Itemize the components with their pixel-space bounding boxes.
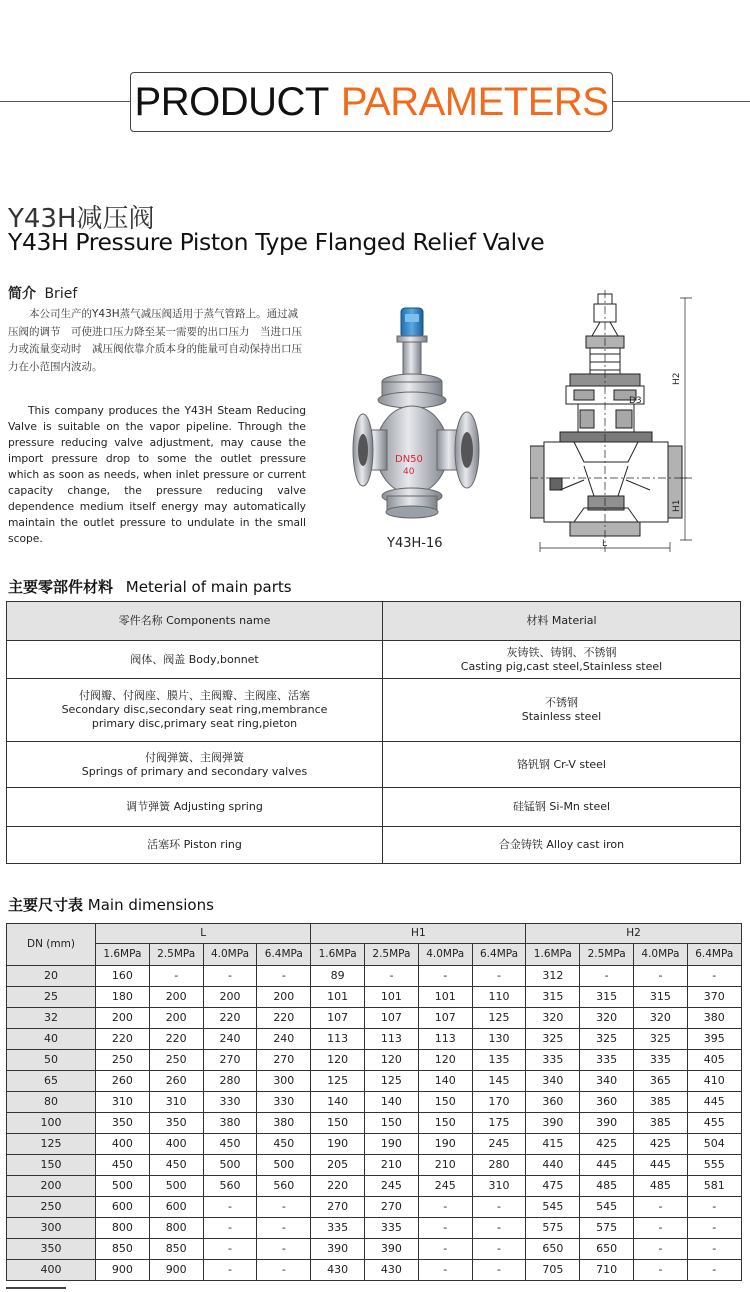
pressure-header: 2.5MPa — [580, 944, 634, 966]
footer-divider — [6, 1287, 66, 1289]
component-cell — [7, 679, 383, 742]
component-cell — [7, 641, 383, 679]
material-text: 灰铸铁、铸钢、不锈钢 — [506, 645, 617, 659]
dimension-cell: - — [149, 966, 203, 987]
dn-cell: 125 — [7, 1134, 96, 1155]
dimension-cell: 575 — [526, 1218, 580, 1239]
dimension-cell: 450 — [149, 1155, 203, 1176]
table-row — [7, 679, 741, 742]
dimension-cell: 380 — [257, 1113, 311, 1134]
dimension-cell: 390 — [311, 1239, 365, 1260]
material-text: Casting pig,cast steel,Stainless steel — [460, 659, 663, 673]
group-header-h2: H2 — [526, 924, 741, 944]
dimension-cell: 220 — [149, 1029, 203, 1050]
dn-cell: 50 — [7, 1050, 96, 1071]
dimension-cell: 800 — [149, 1218, 203, 1239]
dn-cell: 250 — [7, 1197, 96, 1218]
dn-cell: 150 — [7, 1155, 96, 1176]
dimension-cell: 125 — [311, 1071, 365, 1092]
dimension-cell: - — [418, 966, 472, 987]
dimension-cell: 107 — [418, 1008, 472, 1029]
dimension-cell: 560 — [203, 1176, 257, 1197]
dimension-cell: 390 — [365, 1239, 419, 1260]
pressure-header: 2.5MPa — [365, 944, 419, 966]
table-row — [7, 1029, 742, 1050]
dimension-cell: 380 — [687, 1008, 741, 1029]
dimension-cell: - — [257, 1218, 311, 1239]
table-row — [7, 641, 741, 679]
dimension-cell: - — [687, 966, 741, 987]
dimension-cell: 450 — [203, 1134, 257, 1155]
dimension-cell: - — [472, 966, 526, 987]
dn-cell: 100 — [7, 1113, 96, 1134]
pressure-header: 6.4MPa — [472, 944, 526, 966]
dimensions-pressure-header-row — [7, 944, 742, 966]
banner-word-parameters: PARAMETERS — [340, 80, 609, 124]
dn-cell: 400 — [7, 1260, 96, 1281]
component-text: 阀体、阀盖 Body,bonnet — [130, 652, 259, 666]
dimension-cell: 410 — [687, 1071, 741, 1092]
table-row — [7, 742, 741, 788]
dimension-cell: 710 — [580, 1260, 634, 1281]
dimension-cell: - — [257, 966, 311, 987]
dimension-cell: 335 — [580, 1050, 634, 1071]
dimension-cell: 140 — [365, 1092, 419, 1113]
dimension-cell: - — [418, 1260, 472, 1281]
dimension-cell: 107 — [311, 1008, 365, 1029]
dimension-cell: 120 — [311, 1050, 365, 1071]
dimension-cell: 220 — [203, 1008, 257, 1029]
dimension-cell: 385 — [634, 1092, 688, 1113]
dimension-cell: 425 — [634, 1134, 688, 1155]
dimension-cell: 485 — [634, 1176, 688, 1197]
table-row — [7, 827, 741, 864]
material-cell — [383, 788, 741, 827]
dimension-cell: 320 — [634, 1008, 688, 1029]
dimension-cell: 113 — [365, 1029, 419, 1050]
dn-cell: 65 — [7, 1071, 96, 1092]
dimension-cell: - — [634, 1197, 688, 1218]
dimension-cell: 500 — [96, 1176, 150, 1197]
table-row — [7, 987, 742, 1008]
dimension-cell: - — [418, 1197, 472, 1218]
material-cell — [383, 679, 741, 742]
dimension-cell: 900 — [96, 1260, 150, 1281]
product-title-cn: Y43H减压阀 — [8, 204, 155, 234]
dimension-cell: 415 — [526, 1134, 580, 1155]
banner-word-product: PRODUCT — [134, 80, 329, 124]
dn-cell: 20 — [7, 966, 96, 987]
dimension-cell: 125 — [365, 1071, 419, 1092]
dimension-cell: 120 — [418, 1050, 472, 1071]
dimension-cell: 335 — [311, 1218, 365, 1239]
dimension-cell: 350 — [149, 1113, 203, 1134]
dimension-cell: 320 — [526, 1008, 580, 1029]
dimension-cell: - — [418, 1218, 472, 1239]
dimension-cell: 850 — [96, 1239, 150, 1260]
dimension-cell: 360 — [580, 1092, 634, 1113]
dimension-cell: 270 — [311, 1197, 365, 1218]
dimension-cell: 180 — [96, 987, 150, 1008]
materials-heading-en: Meterial of main parts — [125, 578, 292, 596]
table-row — [7, 1218, 742, 1239]
dimensions-table — [6, 923, 742, 1281]
brief-text-en: This company produces the Y43H Steam Reducing Valve is suitable on the vapor pipeline. Through the pressure reducing valve adjustment, may cause the import pressure drop to some the outlet pressure which as soon as needs, when inlet pressure or current capacity change, the pressure reducing valve dependence medium itself energy may automatically maintain the outlet pressure to undulate in the small scope. — [8, 404, 306, 545]
dimension-cell: - — [687, 1239, 741, 1260]
pressure-header: 4.0MPa — [634, 944, 688, 966]
dimension-cell: 89 — [311, 966, 365, 987]
dimension-cell: 175 — [472, 1113, 526, 1134]
dimension-cell: 330 — [203, 1092, 257, 1113]
dimension-cell: 312 — [526, 966, 580, 987]
dimension-cell: - — [687, 1197, 741, 1218]
materials-col-components: 零件名称 Components name — [7, 602, 383, 641]
drawing-label-h2: H2 — [672, 372, 682, 385]
dimension-cell: 400 — [149, 1134, 203, 1155]
dimension-cell: 390 — [526, 1113, 580, 1134]
dimension-cell: 245 — [365, 1176, 419, 1197]
body-mark-dn: DN50 — [395, 454, 423, 465]
dimension-cell: - — [203, 1218, 257, 1239]
brief-text-cn: 本公司生产的Y43H蒸气减压阀适用于蒸气管路上。通过减压阀的调节 可使进口压力降至某一需要的出口压力 当进口压力或流量变动时 减压阀依靠介质本身的能量可自动保持出口压力在小范围内波动。 — [8, 308, 302, 373]
pressure-header: 6.4MPa — [687, 944, 741, 966]
dimension-cell: 340 — [526, 1071, 580, 1092]
section-banner — [130, 72, 613, 132]
dimension-cell: 245 — [418, 1176, 472, 1197]
dn-cell: 350 — [7, 1239, 96, 1260]
component-text: 付阀瓣、付阀座、膜片、主阀瓣、主阀座、活塞 — [79, 689, 310, 702]
dimension-cell: 113 — [311, 1029, 365, 1050]
dimension-cell: 445 — [580, 1155, 634, 1176]
material-text: 硅锰钢 Si-Mn steel — [512, 800, 611, 813]
dimension-cell: 280 — [203, 1071, 257, 1092]
dimension-cell: 330 — [257, 1092, 311, 1113]
dimension-cell: 581 — [687, 1176, 741, 1197]
pressure-header: 1.6MPa — [311, 944, 365, 966]
dimension-cell: 270 — [365, 1197, 419, 1218]
dimension-cell: 120 — [365, 1050, 419, 1071]
header-line-right — [613, 101, 750, 102]
dimension-cell: - — [257, 1197, 311, 1218]
dimension-cell: - — [203, 1197, 257, 1218]
dimension-cell: 325 — [580, 1029, 634, 1050]
material-text: 铬钒钢 Cr-V steel — [517, 757, 606, 771]
dimension-cell: 650 — [526, 1239, 580, 1260]
dimension-cell: 150 — [418, 1092, 472, 1113]
dn-cell: 40 — [7, 1029, 96, 1050]
dimension-cell: 260 — [96, 1071, 150, 1092]
dimension-cell: 190 — [418, 1134, 472, 1155]
dimension-cell: - — [203, 1260, 257, 1281]
dimension-cell: 110 — [472, 987, 526, 1008]
dimension-cell: 900 — [149, 1260, 203, 1281]
dn-cell: 200 — [7, 1176, 96, 1197]
dimension-cell: - — [203, 966, 257, 987]
dimension-cell: 101 — [418, 987, 472, 1008]
dimension-cell: 135 — [472, 1050, 526, 1071]
dimension-cell: 205 — [311, 1155, 365, 1176]
dimension-cell: 200 — [203, 987, 257, 1008]
dimension-cell: 130 — [472, 1029, 526, 1050]
dimension-cell: 370 — [687, 987, 741, 1008]
dimension-cell: 455 — [687, 1113, 741, 1134]
materials-col-material: 材料 Material — [383, 602, 741, 641]
materials-heading-cn: 主要零部件材料 — [8, 578, 114, 596]
drawing-label-d3: D3 — [629, 396, 642, 406]
dimension-cell: 485 — [580, 1176, 634, 1197]
dimension-cell: 445 — [634, 1155, 688, 1176]
table-row — [7, 1239, 742, 1260]
dimension-cell: - — [418, 1239, 472, 1260]
dimension-cell: 365 — [634, 1071, 688, 1092]
dn-cell: 25 — [7, 987, 96, 1008]
table-row — [7, 1155, 742, 1176]
dimension-cell: - — [472, 1260, 526, 1281]
group-header-l: L — [96, 924, 311, 944]
dimension-cell: - — [203, 1239, 257, 1260]
dimension-cell: 500 — [257, 1155, 311, 1176]
table-row — [7, 788, 741, 827]
dimension-cell: 575 — [580, 1218, 634, 1239]
pressure-header: 4.0MPa — [203, 944, 257, 966]
dimension-cell: 280 — [472, 1155, 526, 1176]
dimension-cell: 315 — [634, 987, 688, 1008]
material-cell — [383, 742, 741, 788]
component-text: 活塞环 Piston ring — [147, 838, 242, 851]
dimension-cell: - — [257, 1239, 311, 1260]
component-cell — [7, 827, 383, 864]
material-cell — [383, 641, 741, 679]
dimension-cell: 545 — [526, 1197, 580, 1218]
dimension-cell: 150 — [311, 1113, 365, 1134]
pressure-header: 1.6MPa — [96, 944, 150, 966]
dimension-cell: 140 — [311, 1092, 365, 1113]
dimension-cell: 430 — [365, 1260, 419, 1281]
table-row — [7, 966, 742, 987]
dimension-cell: 270 — [257, 1050, 311, 1071]
dimension-cell: 430 — [311, 1260, 365, 1281]
dimension-cell: 600 — [96, 1197, 150, 1218]
dimension-cell: 310 — [149, 1092, 203, 1113]
dimension-cell: 190 — [311, 1134, 365, 1155]
dimension-cell: 600 — [149, 1197, 203, 1218]
dimension-cell: 190 — [365, 1134, 419, 1155]
dimension-cell: 150 — [418, 1113, 472, 1134]
materials-heading — [8, 576, 292, 597]
dimension-cell: 350 — [96, 1113, 150, 1134]
dimension-cell: 390 — [580, 1113, 634, 1134]
dimensions-heading-cn: 主要尺寸表 — [8, 896, 84, 914]
dimension-cell: 325 — [634, 1029, 688, 1050]
product-title-en: Y43H Pressure Piston Type Flanged Relief Valve — [8, 228, 545, 256]
component-cell — [7, 788, 383, 827]
dimension-cell: - — [634, 1260, 688, 1281]
dimension-cell: - — [687, 1260, 741, 1281]
dimension-cell: 340 — [580, 1071, 634, 1092]
dimension-cell: 504 — [687, 1134, 741, 1155]
dimension-cell: 705 — [526, 1260, 580, 1281]
dimension-cell: - — [634, 966, 688, 987]
dimension-cell: 210 — [418, 1155, 472, 1176]
dimension-cell: 560 — [257, 1176, 311, 1197]
dimension-cell: 385 — [634, 1113, 688, 1134]
dimension-cell: 335 — [365, 1218, 419, 1239]
brief-heading-en: Brief — [44, 286, 78, 302]
dimension-cell: 240 — [203, 1029, 257, 1050]
dimension-cell: 335 — [634, 1050, 688, 1071]
dn-cell: 32 — [7, 1008, 96, 1029]
dimension-cell: 325 — [526, 1029, 580, 1050]
dimension-cell: 440 — [526, 1155, 580, 1176]
dimension-cell: - — [580, 966, 634, 987]
dimension-cell: 125 — [472, 1008, 526, 1029]
material-text: 不锈钢 — [545, 696, 578, 709]
dimension-cell: 113 — [418, 1029, 472, 1050]
dimension-cell: 170 — [472, 1092, 526, 1113]
dimension-cell: 220 — [96, 1029, 150, 1050]
dimension-cell: 300 — [257, 1071, 311, 1092]
dimension-cell: 150 — [365, 1113, 419, 1134]
dimension-cell: 315 — [526, 987, 580, 1008]
component-text: Secondary disc,secondary seat ring,membrance — [61, 703, 328, 716]
material-text: Stainless steel — [521, 710, 602, 723]
dimension-cell: 380 — [203, 1113, 257, 1134]
dimension-cell: 107 — [365, 1008, 419, 1029]
dimension-cell: 250 — [149, 1050, 203, 1071]
dimension-cell: 160 — [96, 966, 150, 987]
header-line-left — [0, 101, 130, 102]
table-row — [7, 1176, 742, 1197]
body-mark-pn: 40 — [403, 467, 415, 477]
dimension-cell: 200 — [257, 987, 311, 1008]
dimension-cell: 850 — [149, 1239, 203, 1260]
table-row — [7, 1050, 742, 1071]
dn-cell: 80 — [7, 1092, 96, 1113]
dimension-cell: 395 — [687, 1029, 741, 1050]
table-row — [7, 1008, 742, 1029]
dimensions-heading — [8, 894, 214, 915]
dimension-cell: 400 — [96, 1134, 150, 1155]
dimension-cell: 240 — [257, 1029, 311, 1050]
pressure-header: 6.4MPa — [257, 944, 311, 966]
table-row — [7, 1113, 742, 1134]
materials-header-row — [7, 602, 741, 641]
dimensions-heading-en: Main dimensions — [87, 896, 214, 914]
table-row — [7, 1071, 742, 1092]
dimension-cell: 450 — [257, 1134, 311, 1155]
dimension-cell: - — [687, 1218, 741, 1239]
dimension-cell: 220 — [257, 1008, 311, 1029]
dimension-cell: 145 — [472, 1071, 526, 1092]
valve-product-image — [345, 300, 500, 530]
dimension-cell: 200 — [149, 1008, 203, 1029]
dimension-cell: 405 — [687, 1050, 741, 1071]
dimension-cell: 545 — [580, 1197, 634, 1218]
dimension-cell: 500 — [203, 1155, 257, 1176]
dimension-cell: - — [472, 1218, 526, 1239]
group-header-h1: H1 — [311, 924, 526, 944]
dimension-cell: 445 — [687, 1092, 741, 1113]
dimension-cell: 650 — [580, 1239, 634, 1260]
dimension-cell: 200 — [149, 987, 203, 1008]
table-row — [7, 1260, 742, 1281]
dimension-cell: 250 — [96, 1050, 150, 1071]
dimension-cell: - — [257, 1260, 311, 1281]
component-text: 付阀弹簧、主阀弹簧 — [145, 750, 244, 764]
product-image-caption: Y43H-16 — [387, 536, 443, 551]
dimension-cell: 310 — [96, 1092, 150, 1113]
dimension-cell: 425 — [580, 1134, 634, 1155]
dimension-cell: 500 — [149, 1176, 203, 1197]
component-text: primary disc,primary seat ring,pieton — [91, 717, 298, 730]
valve-section-drawing — [530, 290, 705, 560]
dimension-cell: 475 — [526, 1176, 580, 1197]
dimension-cell: 260 — [149, 1071, 203, 1092]
pressure-header: 1.6MPa — [526, 944, 580, 966]
table-row — [7, 1197, 742, 1218]
dn-header: DN (mm) — [7, 924, 96, 966]
component-text: 调节弹簧 Adjusting spring — [126, 800, 263, 813]
dimension-cell: 310 — [472, 1176, 526, 1197]
table-row — [7, 1092, 742, 1113]
material-text: 合金铸铁 Alloy cast iron — [498, 838, 625, 851]
pressure-header: 4.0MPa — [418, 944, 472, 966]
material-cell — [383, 827, 741, 864]
dimension-cell: 245 — [472, 1134, 526, 1155]
component-text: Springs of primary and secondary valves — [81, 764, 308, 778]
dimension-cell: - — [634, 1239, 688, 1260]
brief-heading — [8, 283, 77, 303]
dimensions-group-header-row — [7, 924, 742, 944]
dimension-cell: - — [472, 1239, 526, 1260]
component-cell — [7, 742, 383, 788]
dimension-cell: 200 — [96, 1008, 150, 1029]
drawing-label-h1: H1 — [672, 499, 682, 512]
dimension-cell: 140 — [418, 1071, 472, 1092]
dimension-cell: 360 — [526, 1092, 580, 1113]
dimension-cell: 210 — [365, 1155, 419, 1176]
dimension-cell: - — [634, 1218, 688, 1239]
dimension-cell: 101 — [365, 987, 419, 1008]
dimension-cell: 335 — [526, 1050, 580, 1071]
brief-heading-cn: 简介 — [8, 286, 36, 302]
dimension-cell: 220 — [311, 1176, 365, 1197]
dimension-cell: 101 — [311, 987, 365, 1008]
pressure-header: 2.5MPa — [149, 944, 203, 966]
dimension-cell: 450 — [96, 1155, 150, 1176]
dn-cell: 300 — [7, 1218, 96, 1239]
dimension-cell: 800 — [96, 1218, 150, 1239]
dimension-cell: 320 — [580, 1008, 634, 1029]
materials-table — [6, 601, 741, 864]
dimension-cell: - — [472, 1197, 526, 1218]
dimension-cell: 315 — [580, 987, 634, 1008]
table-row — [7, 1134, 742, 1155]
dimension-cell: 555 — [687, 1155, 741, 1176]
drawing-label-l: L — [602, 539, 608, 549]
dimension-cell: 270 — [203, 1050, 257, 1071]
dimension-cell: - — [365, 966, 419, 987]
